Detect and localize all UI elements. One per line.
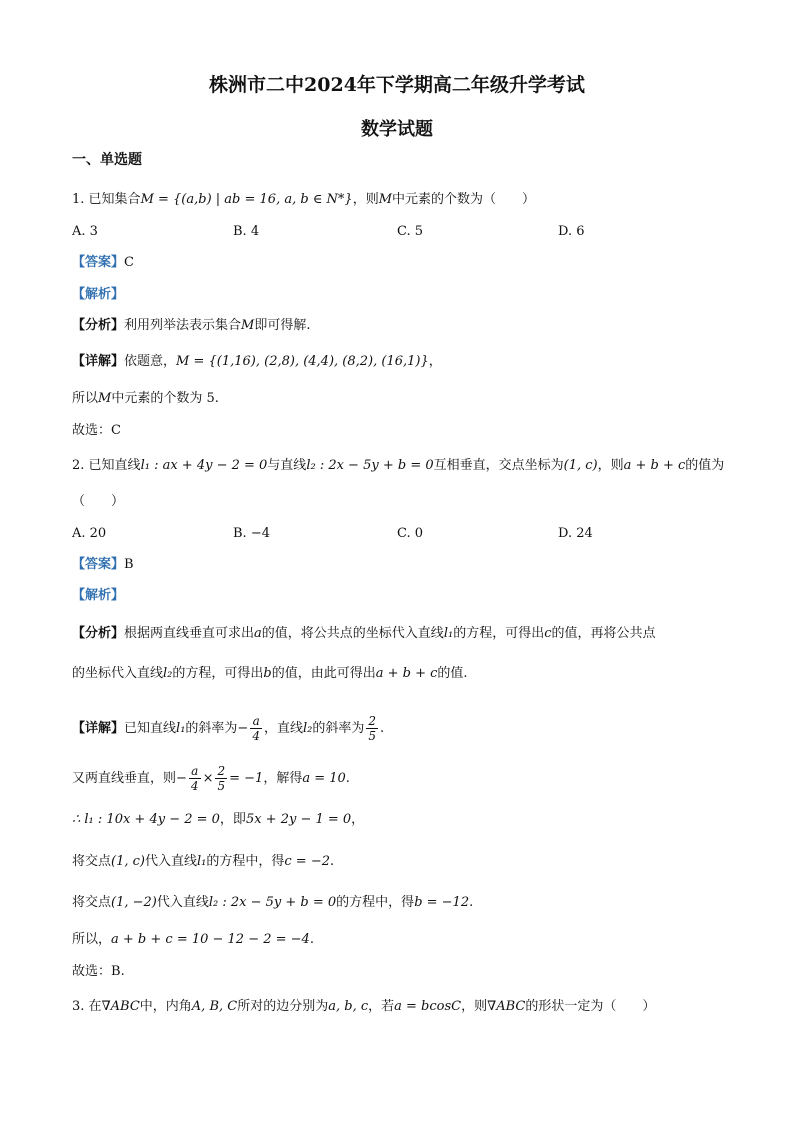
q2-fenxi1-g: 的值，再将公共点 (551, 626, 656, 641)
q2-d3-b: ，即 (219, 812, 246, 827)
q2-d4-e: 的方程中，得 (206, 854, 285, 869)
xiangjie-label: 【详解】 (72, 721, 125, 736)
q2-choice (72, 962, 125, 982)
q2-detail-1: 【详解】已知直线l₁的斜率为− $\frac{a}{4}$ ，直线l₂的斜率为 $\frac{2}{5}$ . (72, 714, 385, 743)
guxuan-label: 故选： (72, 964, 112, 979)
q2-d3-a: ∴ l₁ : 10x + 4y − 2 = 0 (72, 812, 220, 827)
q1-option-a: A. 3 (72, 224, 98, 239)
q2-d2-frac2 (215, 764, 227, 793)
q2-text-1: 已知直线 (88, 458, 141, 473)
q2-d1-e: l₂ (302, 721, 313, 736)
q2-stem (72, 456, 724, 476)
q2-d2-e: . (345, 771, 350, 786)
q2-d1-b: l₁ (176, 721, 186, 736)
q2-d5-c: 代入直线 (156, 895, 209, 910)
answer-label: 【答案】 (72, 255, 125, 270)
q1-answer (72, 253, 134, 273)
q2-fenxi1-b: a (254, 626, 262, 641)
q3-sides: a, b, c (328, 999, 369, 1014)
q1-stem (72, 190, 535, 210)
q2-detail-6 (72, 930, 314, 950)
q2-fenxi2-b: l₂ (163, 666, 173, 681)
q1-var: M (378, 192, 393, 207)
q2-fenxi2-f: a + b + c (375, 666, 438, 681)
q2-text-2: 与直线 (267, 458, 307, 473)
page-title: 株洲市二中2024年下学期高二年级升学考试 (209, 74, 585, 96)
q1-so-pre: 所以 (72, 391, 99, 406)
q2-d1-f: 的斜率为 (312, 721, 365, 736)
q2-d1-frac1-den: 4 (252, 729, 260, 743)
q2-fenxi1-f: c (544, 626, 552, 641)
q2-paren: （ ） (72, 494, 125, 509)
q1-fenxi-var: M (241, 318, 255, 333)
q2-d2-d: a = 10 (302, 771, 346, 786)
analysis-label: 【解析】 (72, 287, 125, 302)
q2-d6-b: a + b + c = 10 − 12 − 2 = −4 (111, 932, 310, 947)
q1-number: 1. (72, 192, 85, 207)
q2-d4-c: 代入直线 (144, 854, 197, 869)
q1-detail-math: M = {(1,16), (2,8), (4,4), (8,2), (16,1)} (176, 354, 429, 369)
q1-analysis (72, 285, 124, 305)
q2-fenxi-line2 (72, 664, 468, 684)
q2-d4-g: . (330, 854, 335, 869)
q2-text-4: ，则 (597, 458, 624, 473)
q1-option-b: B. 4 (233, 224, 260, 239)
q3-text-c: 所对的边分别为 (237, 999, 329, 1014)
q2-d1-frac1-num: a (252, 714, 260, 728)
q2-d6-c: . (309, 932, 314, 947)
q2-d3-c: 5x + 2y − 1 = 0 (245, 812, 352, 827)
fenxi-label: 【分析】 (72, 626, 125, 641)
q3-number: 3. (72, 999, 85, 1014)
q3-text-f: 的形状一定为（ ） (525, 999, 656, 1014)
q2-d2-frac2-num: 2 (217, 764, 226, 778)
q2-option-a: A. 20 (72, 526, 107, 541)
q2-d1-frac1 (250, 714, 262, 743)
q2-point: (1, c) (563, 458, 598, 473)
q2-d2-c: ，解得 (263, 771, 303, 786)
q2-answer (72, 555, 134, 575)
q2-option-c: C. 0 (397, 526, 424, 541)
q2-detail-4 (72, 852, 334, 872)
q2-expr: a + b + c (623, 458, 686, 473)
q2-fenxi2-e: 的值，由此可得出 (271, 666, 376, 681)
answer-label: 【答案】 (72, 557, 125, 572)
q2-d1-c: 的斜率为 (185, 721, 238, 736)
q3-triangle-2: ∇ABC (487, 999, 526, 1014)
q3-condition: a = bcosC (394, 999, 462, 1014)
q2-d1-a: 已知直线 (124, 721, 177, 736)
q2-line-2: l₂ : 2x − 5y + b = 0 (306, 458, 434, 473)
q2-text-3: 互相垂直，交点坐标为 (433, 458, 564, 473)
q2-d1-g: . (380, 721, 385, 736)
q3-angles: A, B, C (191, 999, 238, 1014)
q2-choice-value: B. (111, 964, 125, 979)
q3-text-d: ，若 (368, 999, 395, 1014)
q2-d4-b: (1, c) (111, 854, 145, 869)
q2-d5-a: 将交点 (72, 895, 112, 910)
q2-d1-frac2 (366, 714, 378, 743)
q1-so-var: M (98, 391, 112, 406)
q2-d5-e: 的方程中，得 (336, 895, 415, 910)
q3-text-b: 中，内角 (139, 999, 192, 1014)
q2-detail-2: 又两直线垂直，则− $\frac{a}{4}$ × $\frac{2}{5}$ = −1，解得a = 10. (72, 764, 350, 793)
q2-d5-d: l₂ : 2x − 5y + b = 0 (208, 895, 337, 910)
analysis-label: 【解析】 (72, 588, 125, 603)
q2-fenxi1-d: l₁ (443, 626, 454, 641)
q2-d4-f: c = −2 (284, 854, 330, 869)
q2-fenxi2-a: 的坐标代入直线 (72, 666, 164, 681)
q2-answer-value: B (124, 557, 134, 572)
fenxi-label: 【分析】 (72, 318, 125, 333)
q2-d4-a: 将交点 (72, 854, 112, 869)
q1-text-mid: ，则 (352, 192, 379, 207)
q1-detail-post: ， (428, 354, 442, 369)
q1-text-tail: 中元素的个数为（ ） (392, 192, 536, 207)
q1-fenxi-pre: 利用列举法表示集合 (124, 318, 242, 333)
q3-triangle: ∇ABC (101, 999, 140, 1014)
q1-fenxi-post: 即可得解. (254, 318, 311, 333)
q2-d5-g: . (469, 895, 474, 910)
q1-choice (72, 421, 121, 441)
q2-d2-frac1-num: a (191, 764, 199, 778)
q2-d3-d: ， (351, 812, 365, 827)
q3-text-a: 在 (88, 999, 102, 1014)
q1-option-d: D. 6 (558, 224, 585, 239)
q1-choice-value: C (111, 423, 121, 438)
q2-d4-d: l₁ (197, 854, 207, 869)
q2-d2-frac2-den: 5 (217, 779, 226, 793)
q2-d2-b: = −1 (229, 771, 264, 786)
q1-set: M = {(a,b) | ab = 16, a, b ∈ N*} (140, 192, 353, 207)
page-subtitle: 数学试题 (361, 119, 433, 140)
q2-d2-a: 又两直线垂直，则 (72, 771, 177, 786)
q2-detail-3 (72, 810, 364, 830)
q2-detail-5 (72, 893, 473, 913)
q2-fenxi2-c: 的方程，可得出 (172, 666, 264, 681)
q2-fenxi1-c: 的值，将公共点的坐标代入直线 (261, 626, 444, 641)
q2-d5-b: (1, −2) (111, 895, 157, 910)
q1-so-post: 中元素的个数为 5. (111, 391, 219, 406)
q1-text-prefix: 已知集合 (88, 192, 141, 207)
q2-number: 2. (72, 458, 85, 473)
q3-stem (72, 997, 655, 1017)
q2-option-d: D. 24 (558, 526, 593, 541)
q3-text-e: ，则 (461, 999, 488, 1014)
q2-fenxi2-d: b (263, 666, 272, 681)
q2-d2-frac1 (189, 764, 201, 793)
q2-d1-frac2-num: 2 (368, 714, 377, 728)
xiangjie-label: 【详解】 (72, 354, 125, 369)
guxuan-label: 故选： (72, 423, 112, 438)
q2-fenxi-line1 (72, 624, 656, 644)
q1-detail (72, 352, 442, 372)
q2-d2-frac1-den: 4 (190, 779, 199, 793)
q2-analysis (72, 586, 124, 606)
q1-fenxi (72, 316, 310, 336)
q1-detail-pre: 依题意， (124, 354, 177, 369)
q2-d1-d: ，直线 (263, 721, 303, 736)
q2-d1-frac2-den: 5 (368, 729, 377, 743)
q1-so (72, 389, 219, 409)
q2-fenxi1-e: 的方程，可得出 (453, 626, 545, 641)
q2-line-1: l₁ : ax + 4y − 2 = 0 (140, 458, 268, 473)
q2-option-b: B. −4 (233, 526, 270, 541)
q1-option-c: C. 5 (397, 224, 424, 239)
q2-fenxi2-g: 的值. (437, 666, 468, 681)
q2-fenxi1-a: 根据两直线垂直可求出 (124, 626, 255, 641)
q2-d5-f: b = −12 (414, 895, 470, 910)
section-heading: 一、单选题 (72, 152, 142, 168)
q1-answer-value: C (124, 255, 134, 270)
q2-text-5: 的值为 (685, 458, 725, 473)
q2-d6-a: 所以， (72, 932, 112, 947)
